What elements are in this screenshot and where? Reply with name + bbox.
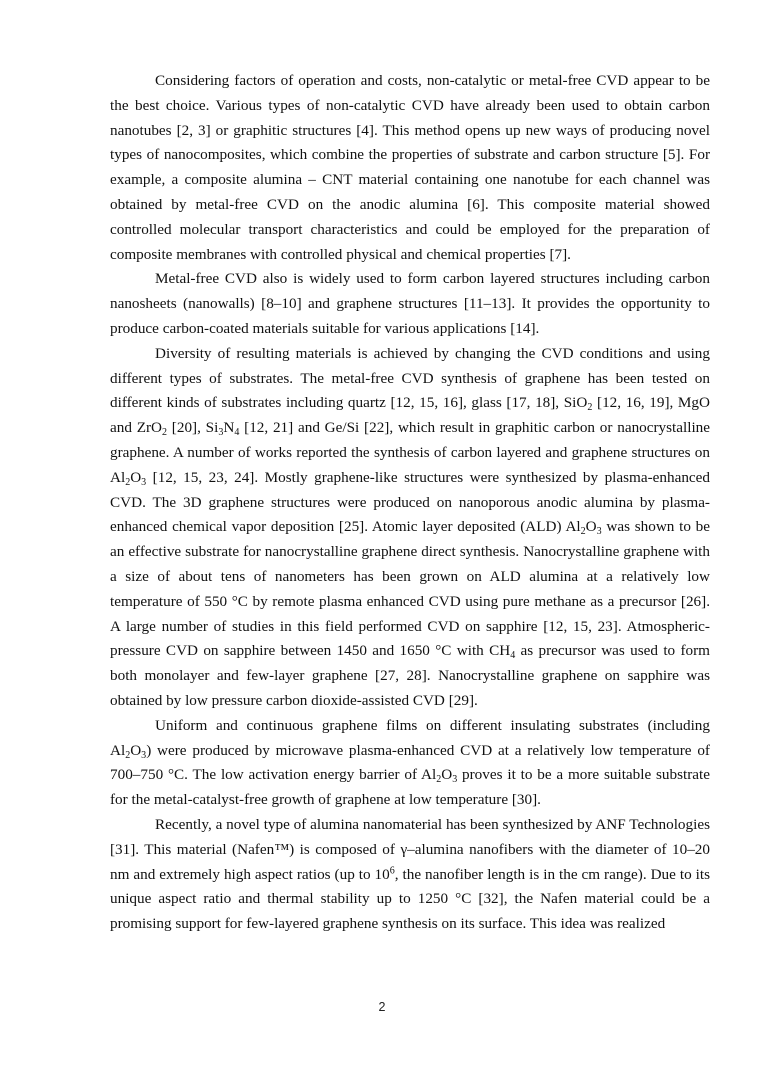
subscript: 4: [510, 650, 516, 662]
paragraph: [110, 69, 710, 267]
text-run: O: [441, 766, 453, 784]
text-run: was shown to be an effective substrate for nanocrystalline graphene direct synthesis. Nanocrystalline graphene with a size of about tens of nanometers has been grown on ALD alumina at a relatively low temperature of 550 °C by remote plasma enhanced CVD using pure methane as a precursor [26]. A large number of studies in this field performed CVD on sapphire [12, 15, 23]. Atmospheric-pressure CVD on sapphire between 1450 and 1650 °C with CH: [110, 518, 710, 660]
text-run: O: [130, 741, 142, 759]
text-run: O: [585, 518, 597, 536]
subscript: 2: [125, 476, 131, 488]
text-run: [12, 16, 19], MgO and ZrO: [110, 394, 710, 437]
subscript: 2: [436, 774, 442, 786]
subscript: 2: [580, 526, 586, 538]
text-run: Recently, a novel type of alumina nanomaterial has been synthesized by ANF Technologies [31]. This material (Nafen™) is composed of γ–alumina nanofibers with the diameter of 10–20 nm and extremely high aspect ratios (up to 10: [110, 815, 710, 883]
text-run: Uniform and continuous graphene films on different insulating substrates (including Al: [110, 716, 710, 759]
text-run: Diversity of resulting materials is achieved by changing the CVD conditions and using different types of substrates. The metal-free CVD synthesis of graphene has been tested on different kinds of substrates including quartz [12, 15, 16], glass [17, 18], SiO: [110, 344, 710, 412]
superscript: 6: [389, 864, 395, 876]
text-run: proves it to be a more suitable substrate for the metal-catalyst-free growth of graphene at low temperature [30].: [110, 766, 711, 809]
subscript: 2: [587, 402, 593, 414]
subscript: 2: [125, 749, 131, 761]
paragraph: [110, 714, 710, 813]
text-run: ) were produced by microwave plasma-enhanced CVD at a relatively low temperature of 700–750 °C. The low activation energy barrier of Al: [110, 741, 710, 784]
subscript: 3: [596, 526, 602, 538]
page-number: 2: [378, 1000, 386, 1014]
paragraph: [110, 267, 710, 341]
subscript: 3: [141, 476, 147, 488]
paragraph: [110, 342, 710, 714]
text-run: N: [223, 419, 235, 437]
text-run: [12, 15, 23, 24]. Mostly graphene-like structures were synthesized by plasma-enhanced CVD. The 3D graphene structures were produced on nanoporous anodic alumina by plasma-enhanced chemical vapor deposition [25]. Atomic layer deposited (ALD) Al: [110, 468, 710, 536]
subscript: 2: [162, 426, 168, 438]
subscript: 3: [452, 774, 458, 786]
subscript: 3: [218, 426, 224, 438]
text-run: Metal-free CVD also is widely used to form carbon layered structures including carbon nanosheets (nanowalls) [8–10] and graphene structures [11–13]. It provides the opportunity to produce carbon-coated materials suitable for various applications [14].: [110, 270, 710, 337]
text-run: O: [130, 468, 142, 486]
document-page: [110, 69, 710, 937]
paragraph: [110, 813, 710, 937]
text-run: , the nanofiber length is in the cm range). Due to its unique aspect ratio and thermal stability up to 1250 °C [32], the Nafen material could be a promising support for few-layered graphene synthesis on its surface. This idea was realized: [110, 865, 710, 933]
subscript: 4: [234, 426, 240, 438]
text-run: [20], Si: [167, 419, 219, 437]
text-run: [12, 21] and Ge/Si [22], which result in graphitic carbon or nanocrystalline graphene. A number of works reported the synthesis of carbon layered and graphene structures on Al: [110, 419, 711, 486]
text-run: as precursor was used to form both monolayer and few-layer graphene [27, 28]. Nanocrystalline graphene on sapphire was obtained by low pressure carbon dioxide-assisted CVD [29].: [110, 642, 710, 709]
subscript: 3: [141, 749, 147, 761]
text-run: Considering factors of operation and costs, non-catalytic or metal-free CVD appear to be the best choice. Various types of non-catalytic CVD have already been used to obtain carbon nanotubes [2, 3] or graphitic structures [4]. This method opens up new ways of producing novel types of nanocomposites, which combine the properties of substrate and carbon structure [5]. For example, a composite alumina – CNT material containing one nanotube for each channel was obtained by metal-free CVD on the anodic alumina [6]. This composite material showed controlled molecular transport characteristics and could be employed for the preparation of composite membranes with controlled physical and chemical properties [7].: [110, 72, 710, 263]
